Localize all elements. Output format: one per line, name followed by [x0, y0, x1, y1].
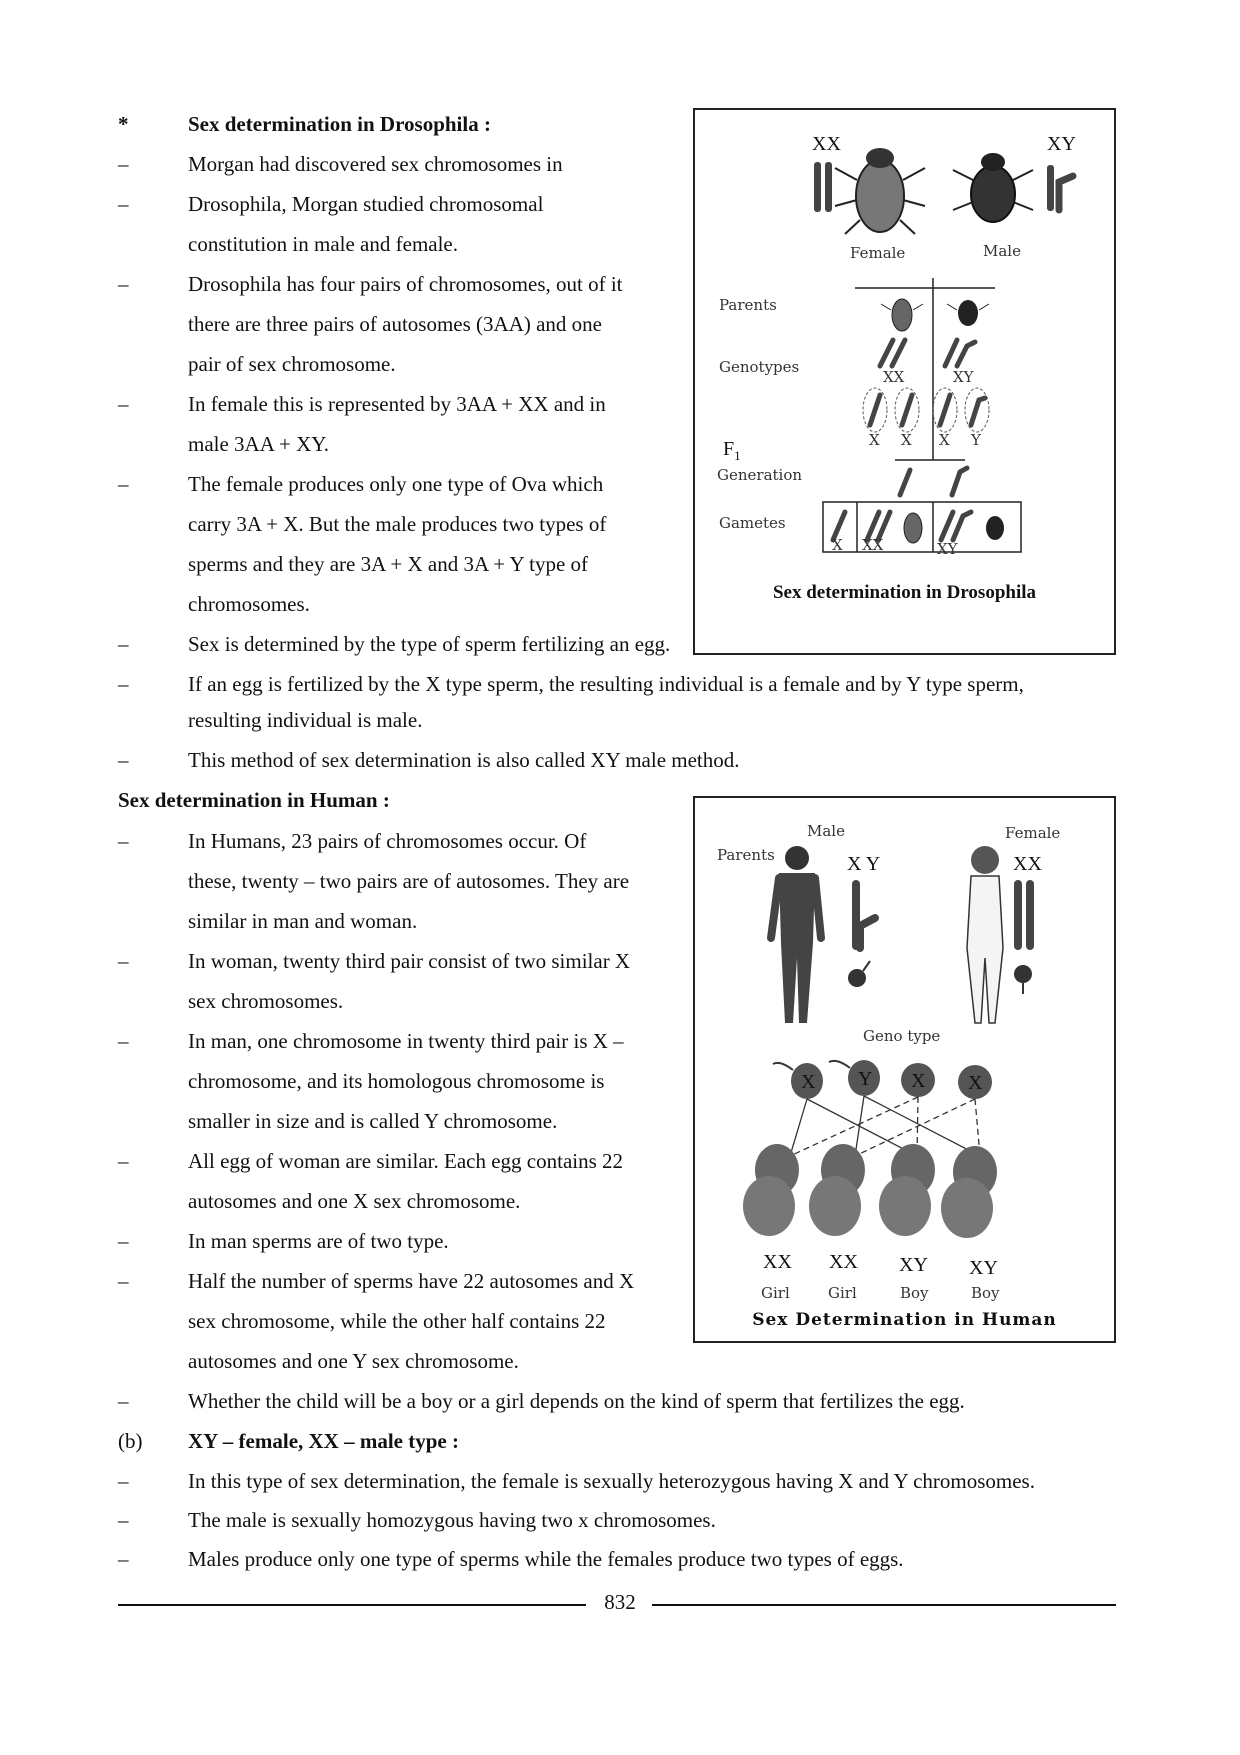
- offspring-sex-label: Boy: [971, 1284, 1000, 1302]
- body-text: This method of sex determination is also called XY male method.: [188, 748, 740, 772]
- body-text: In this type of sex determination, the female is sexually heterozygous having X and Y chromosomes.: [188, 1469, 1035, 1493]
- body-text: there are three pairs of autosomes (3AA) and one: [188, 312, 603, 336]
- body-text: The male is sexually homozygous having two x chromosomes.: [188, 1508, 716, 1532]
- bullet-marker: –: [118, 1029, 129, 1053]
- female-fly-icon: [835, 148, 925, 234]
- male-chromosome-label: X Y: [847, 853, 881, 875]
- body-text: sex chromosome, while the other half contains 22: [188, 1309, 606, 1333]
- gamete-x-label: X: [939, 431, 950, 449]
- heading-marker: *: [118, 112, 129, 136]
- body-text: In woman, twenty third pair consist of two similar X: [188, 949, 631, 973]
- bullet-marker: –: [118, 1229, 129, 1253]
- egg-x-label: X: [911, 1070, 926, 1092]
- genotype-label: Geno type: [863, 1027, 941, 1045]
- gamete-x-label: X: [901, 431, 912, 449]
- female-figure-icon: [967, 846, 1003, 1023]
- f1-label: $F_1$: [723, 438, 741, 463]
- body-text: If an egg is fertilized by the X type sperm, the resulting individual is a female and by Y type sperm,: [188, 672, 1024, 696]
- box-xy-label: XY: [937, 540, 958, 558]
- body-text: Whether the child will be a boy or a girl depends on the kind of sperm that fertilizes the egg.: [188, 1389, 965, 1413]
- body-text: In man sperms are of two type.: [188, 1229, 449, 1253]
- bullet-marker: –: [118, 1149, 129, 1173]
- sperm-x-icon: [773, 1063, 823, 1099]
- gametes-label: Gametes: [719, 514, 786, 532]
- male-label: Male: [983, 242, 1021, 260]
- female-label: Female: [850, 244, 906, 262]
- bullet-marker: –: [118, 272, 129, 296]
- body-text: sex chromosomes.: [188, 989, 344, 1013]
- offspring-sex-label: Boy: [900, 1284, 929, 1302]
- bullet-marker: –: [118, 748, 129, 772]
- bullet-marker: –: [118, 152, 129, 176]
- cross-lines: [790, 1096, 980, 1156]
- offspring-male-fly-icon: [986, 516, 1004, 540]
- heading-text: Sex determination in Human :: [118, 788, 390, 812]
- body-text: similar in man and woman.: [188, 909, 418, 933]
- x-chromosome: [1014, 880, 1022, 950]
- x-chromosome: [900, 470, 910, 495]
- bullet-marker: –: [118, 472, 129, 496]
- heading-text: Sex determination in Drosophila :: [188, 112, 491, 136]
- body-text: In Humans, 23 pairs of chromosomes occur. Of: [188, 829, 587, 853]
- body-text: In man, one chromosome in twenty third pair is X –: [188, 1029, 624, 1053]
- fetus-icon: [809, 1144, 865, 1236]
- bullet-marker: –: [118, 1469, 129, 1493]
- offspring-sex-label: Girl: [828, 1284, 857, 1302]
- body-text: Morgan had discovered sex chromosomes in: [188, 152, 563, 176]
- female-chromosome-label: XX: [1013, 853, 1042, 875]
- body-text: autosomes and one Y sex chromosome.: [188, 1349, 519, 1373]
- body-text: resulting individual is male.: [188, 708, 423, 732]
- body-text: All egg of woman are similar. Each egg contains 22: [188, 1149, 624, 1173]
- gamete-x-label: X: [869, 431, 880, 449]
- figure-caption: Sex determination in Drosophila: [772, 582, 1037, 603]
- top-xy-label: XY: [1047, 133, 1076, 155]
- parent-male-fly-icon: [947, 300, 989, 326]
- body-text: male 3AA + XY.: [188, 432, 329, 456]
- footer-rule-right: [652, 1604, 1116, 1606]
- y-chromosome: [957, 342, 975, 366]
- body-text: smaller in size and is called Y chromosome.: [188, 1109, 558, 1133]
- offspring-female-fly-icon: [904, 513, 922, 543]
- x-chromosome: [1026, 880, 1034, 950]
- bullet-marker: –: [118, 632, 129, 656]
- body-text: Males produce only one type of sperms while the females produce two types of eggs.: [188, 1547, 904, 1571]
- body-text: Drosophila has four pairs of chromosomes, out of it: [188, 272, 623, 296]
- parents-label: Parents: [719, 296, 777, 314]
- x-chromosome: [1047, 165, 1054, 211]
- bullet-marker: –: [118, 1508, 129, 1532]
- bullet-marker: –: [118, 192, 129, 216]
- body-text: Drosophila, Morgan studied chromosomal: [188, 192, 544, 216]
- heading-text: XY – female, XX – male type :: [188, 1429, 459, 1453]
- offspring-chromosome-label: XX: [763, 1251, 792, 1273]
- human-diagram: [695, 798, 1118, 1345]
- male-fly-icon: [953, 153, 1033, 222]
- parent-female-fly-icon: [881, 299, 923, 331]
- gamete-y-label: Y: [971, 431, 981, 449]
- footer-rule-left: [118, 1604, 586, 1606]
- y-chromosome: [1059, 176, 1073, 210]
- figure-human: [693, 796, 1116, 1343]
- box-x-label: X: [832, 536, 843, 554]
- bullet-marker: –: [118, 949, 129, 973]
- egg-x-label: X: [968, 1072, 983, 1094]
- bullet-marker: –: [118, 1547, 129, 1571]
- x-chromosome: [880, 340, 893, 366]
- body-text: pair of sex chromosome.: [188, 352, 396, 376]
- bullet-marker: –: [118, 392, 129, 416]
- male-symbol-icon: [848, 961, 870, 987]
- page-number: 832: [604, 1590, 636, 1614]
- offspring-chromosome-label: XY: [899, 1254, 928, 1276]
- heading-marker: (b): [118, 1429, 143, 1453]
- body-text: autosomes and one X sex chromosome.: [188, 1189, 521, 1213]
- body-text: chromosomes.: [188, 592, 310, 616]
- body-text: these, twenty – two pairs are of autosomes. They are: [188, 869, 630, 893]
- female-label: Female: [1005, 824, 1061, 842]
- x-chromosome: [825, 162, 832, 212]
- body-text: Half the number of sperms have 22 autosomes and X: [188, 1269, 635, 1293]
- generation-label: Generation: [717, 466, 803, 484]
- parents-label: Parents: [717, 846, 775, 864]
- genotype-xx-label: XX: [883, 368, 905, 386]
- y-chromosome: [952, 468, 967, 495]
- fetus-icon: [941, 1146, 997, 1238]
- genotypes-label: Genotypes: [719, 358, 800, 376]
- figure-caption: Sex Determination in Human: [752, 1310, 1057, 1330]
- body-text: In female this is represented by 3AA + XX and in: [188, 392, 606, 416]
- genotype-xy-label: XY: [953, 368, 974, 386]
- gamete-ovals: [863, 388, 989, 432]
- offspring-chromosome-label: XY: [969, 1257, 998, 1279]
- body-text: carry 3A + X. But the male produces two types of: [188, 512, 607, 536]
- body-text: constitution in male and female.: [188, 232, 459, 256]
- male-label: Male: [807, 822, 845, 840]
- female-symbol-icon: [1014, 965, 1032, 994]
- body-text: chromosome, and its homologous chromosome is: [188, 1069, 605, 1093]
- bullet-marker: –: [118, 1269, 129, 1293]
- body-text: sperms and they are 3A + X and 3A + Y type of: [188, 552, 589, 576]
- male-figure-icon: [771, 846, 821, 1023]
- x-chromosome: [814, 162, 821, 212]
- box-xx-label: XX: [862, 536, 884, 554]
- x-chromosome: [945, 340, 957, 366]
- sperm-x-label: X: [801, 1071, 816, 1093]
- x-chromosome: [892, 340, 905, 366]
- sperm-y-label: Y: [858, 1068, 873, 1090]
- body-text: The female produces only one type of Ova which: [188, 472, 604, 496]
- y-chromosome: [860, 918, 875, 948]
- bullet-marker: –: [118, 1389, 129, 1413]
- bullet-marker: –: [118, 829, 129, 853]
- body-text: Sex is determined by the type of sperm fertilizing an egg.: [188, 632, 671, 656]
- figure-drosophila: [693, 108, 1116, 655]
- fetus-icon: [743, 1144, 799, 1236]
- offspring-sex-label: Girl: [761, 1284, 790, 1302]
- offspring-chromosome-label: XX: [829, 1251, 858, 1273]
- y-chromosome: [953, 512, 971, 540]
- x-chromosome: [941, 512, 953, 540]
- drosophila-diagram: [695, 110, 1118, 657]
- bullet-marker: –: [118, 672, 129, 696]
- fetus-icon: [879, 1144, 935, 1236]
- top-xx-label: XX: [812, 133, 841, 155]
